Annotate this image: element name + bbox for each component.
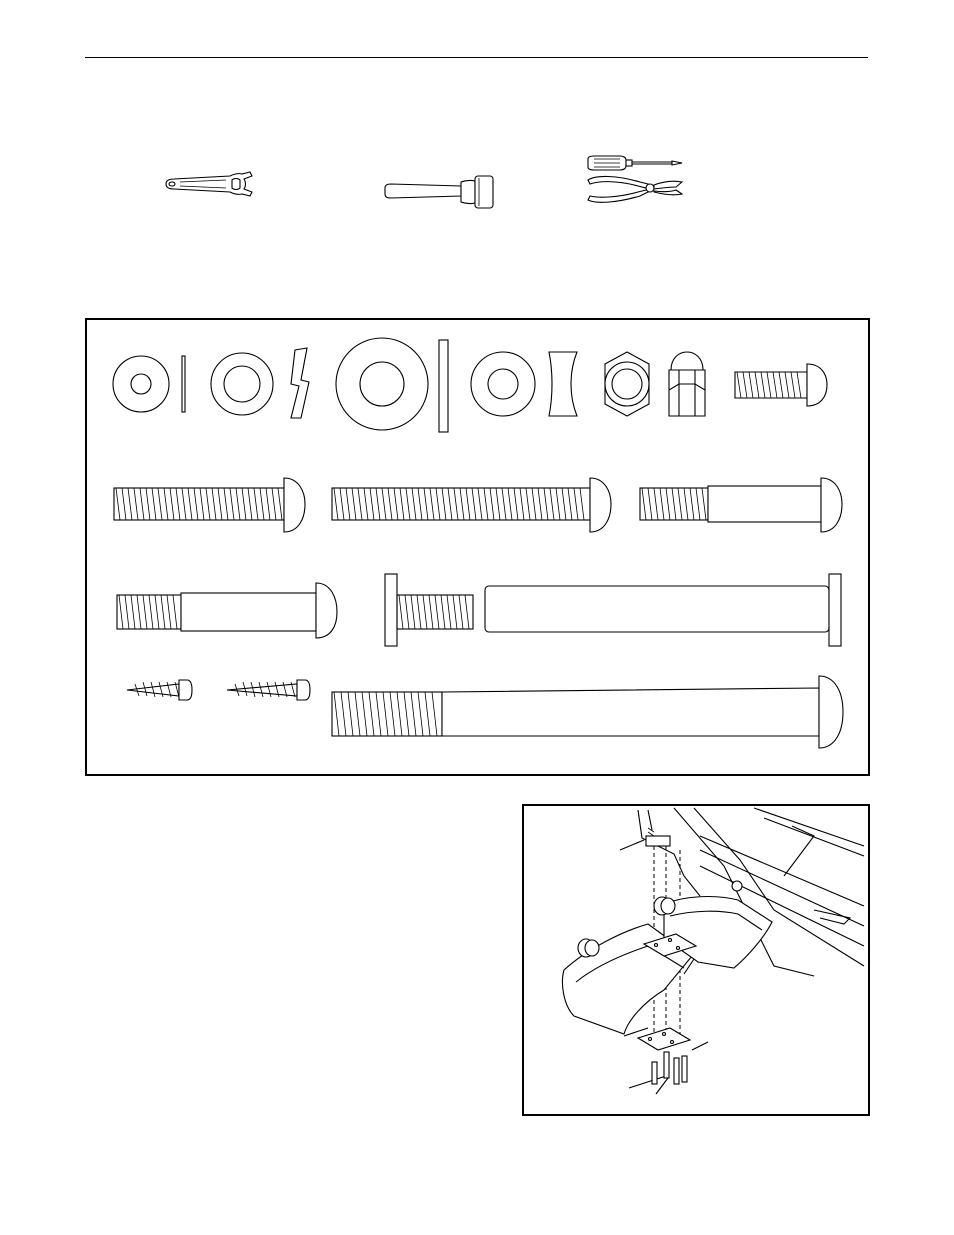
extra-long-button-bolt-icon [332, 478, 611, 532]
split-lock-washer-icon [211, 348, 309, 418]
hex-nut-icon [605, 352, 649, 416]
header-rule [85, 57, 868, 58]
small-flat-washer-icon [113, 356, 185, 412]
rubber-mallet-icon [383, 172, 495, 212]
shoulder-bolt-icon [640, 478, 842, 532]
short-screw-icon [127, 680, 192, 700]
stabilizer-assembly-diagram [522, 804, 870, 1116]
large-flat-washer-icon [336, 338, 448, 432]
adjustable-wrench-icon [160, 170, 256, 198]
long-screw-icon [227, 680, 310, 700]
needlenose-pliers-icon [586, 172, 686, 206]
short-button-bolt-icon [735, 364, 827, 406]
phillips-screwdriver-icon [586, 155, 686, 171]
medium-shoulder-bolt-icon [117, 583, 337, 638]
long-button-bolt-icon [114, 478, 305, 532]
long-shoulder-bolt-icon [332, 676, 843, 748]
axle-bolt-icon [385, 574, 841, 646]
curved-washer-icon [471, 352, 577, 416]
parts-drawing [87, 320, 868, 774]
parts-panel [85, 318, 870, 776]
nylon-locknut-icon [669, 352, 705, 416]
